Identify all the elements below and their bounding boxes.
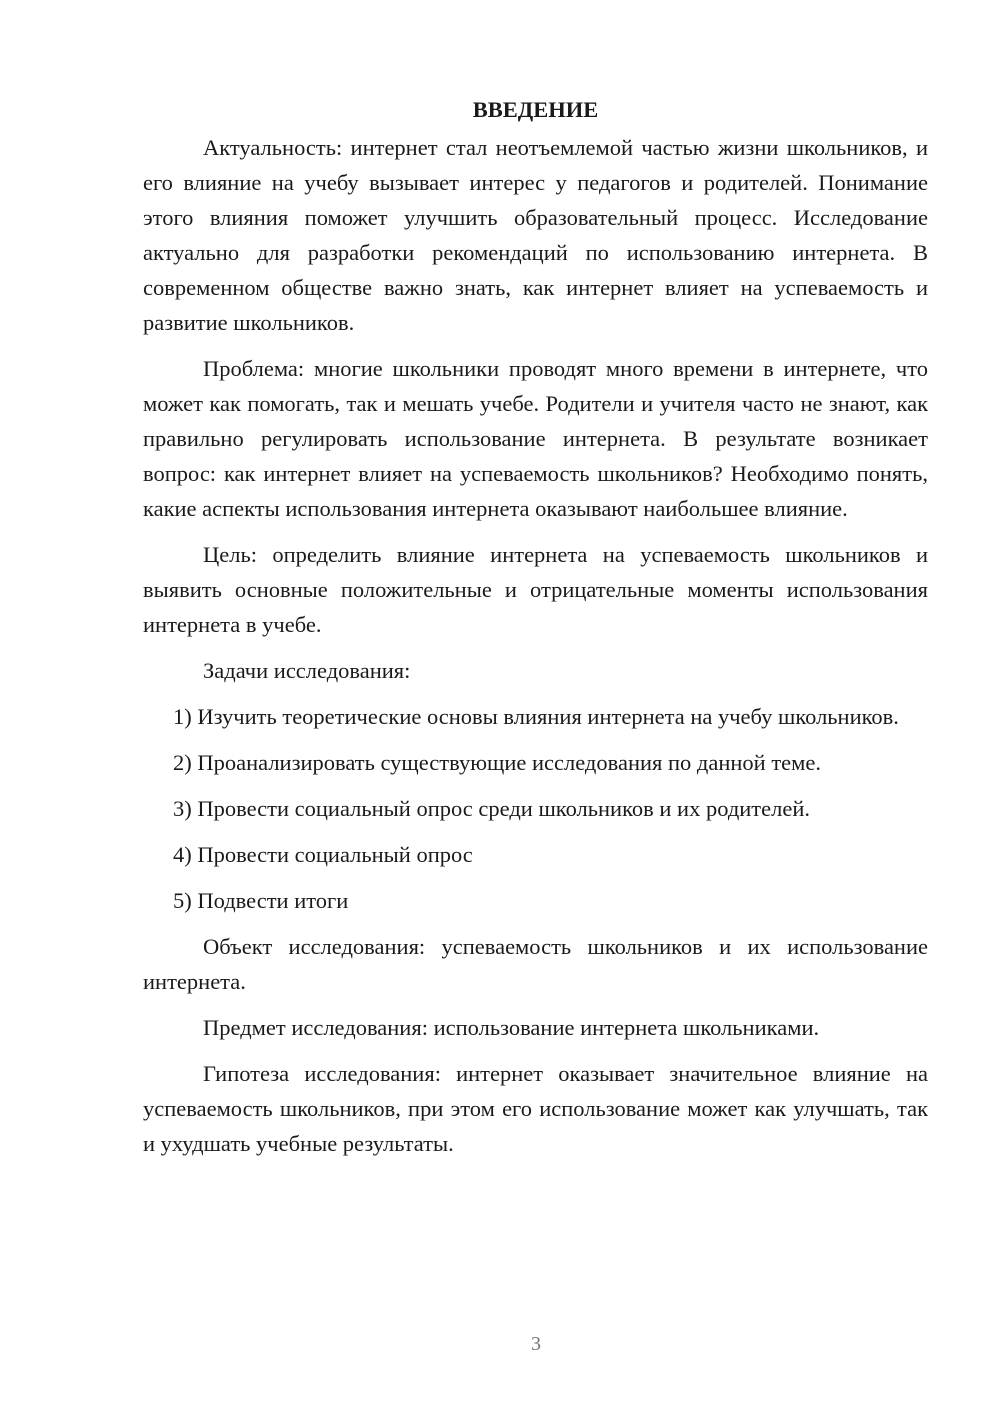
problem-paragraph: Проблема: многие школьники проводят много времени в интернете, что может как помогать, так и мешать учебе. Родители и учителя часто не знают, как правильно регулировать использование интернета. В результате возникает вопрос: как интернет влияет на успеваемость школьников? Необходимо понять, какие аспекты использования интернета оказывают наибольшее влияние. (143, 356, 928, 521)
subject-paragraph: Предмет исследования: использование интернета школьниками. (203, 1015, 820, 1040)
task-item-4: 4) Провести социальный опрос (173, 842, 473, 867)
goal-paragraph: Цель: определить влияние интернета на успеваемость школьников и выявить основные положительные и отрицательные моменты использования интернета в учебе. (143, 542, 928, 637)
relevance-paragraph: Актуальность: интернет стал неотъемлемой частью жизни школьников, и его влияние на учебу вызывает интерес у педагогов и родителей. Понимание этого влияния поможет улучшить образовательный процесс. Исследование актуально для разработки рекомендаций по использованию интернета. В современном обществе важно знать, как интернет влияет на успеваемость и развитие школьников. (143, 135, 928, 335)
task-item-5: 5) Подвести итоги (173, 888, 349, 913)
page-number: 3 (531, 1333, 541, 1355)
task-item-1: 1) Изучить теоретические основы влияния интернета на учебу школьников. (173, 704, 899, 729)
task-item-2: 2) Проанализировать существующие исследования по данной теме. (173, 750, 822, 775)
tasks-heading: Задачи исследования: (203, 658, 411, 683)
object-paragraph: Объект исследования: успеваемость школьников и их использование интернета. (143, 934, 928, 994)
document-page (143, 92, 928, 1161)
task-item-3: 3) Провести социальный опрос среди школьников и их родителей. (173, 796, 811, 821)
page-title: ВВЕДЕНИЕ (472, 97, 599, 122)
hypothesis-paragraph: Гипотеза исследования: интернет оказывает значительное влияние на успеваемость школьников, при этом его использование может как улучшать, так и ухудшать учебные результаты. (143, 1061, 928, 1156)
